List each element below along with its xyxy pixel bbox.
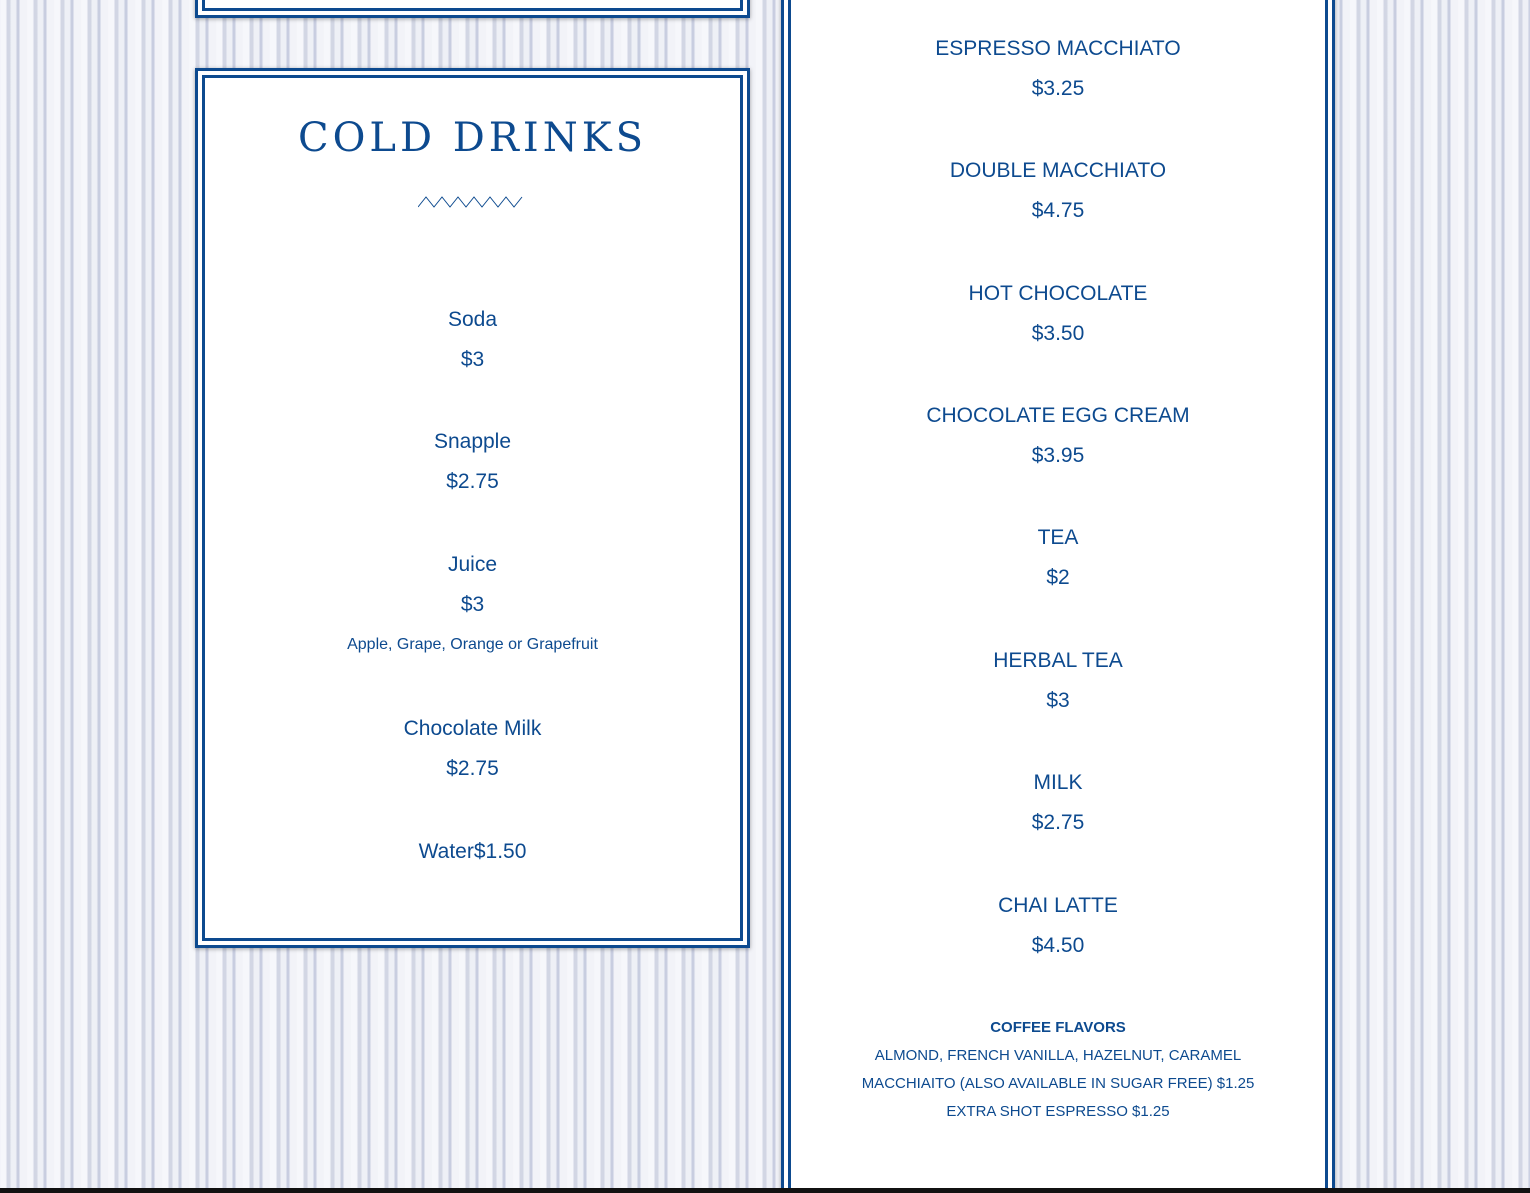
menu-item-tea	[784, 525, 1332, 591]
item-price: $3	[1046, 689, 1070, 712]
coffee-flavors-line: ALMOND, FRENCH VANILLA, HAZELNUT, CARAMEL	[874, 1047, 1242, 1064]
coffee-flavors-line: MACCHIAITO (ALSO AVAILABLE IN SUGAR FREE) $1.25	[861, 1075, 1255, 1092]
item-description: Apple, Grape, Orange or Grapefruit	[347, 636, 598, 653]
menu-item-milk	[784, 770, 1332, 836]
item-price: $4.75	[1031, 199, 1085, 222]
item-name: Juice	[447, 553, 498, 576]
item-name: MILK	[1033, 771, 1083, 794]
menu-item-hot-chocolate	[784, 281, 1332, 347]
coffee-flavors-title: COFFEE FLAVORS	[990, 1019, 1126, 1036]
hot-drinks-card	[781, 0, 1335, 1193]
item-price: $3.50	[1031, 322, 1085, 345]
menu-item-double-macchiato	[784, 158, 1332, 224]
item-price: $3.95	[1031, 444, 1085, 467]
menu-item-herbal-tea	[784, 648, 1332, 714]
item-name: Chocolate Milk	[403, 717, 542, 740]
menu-item-juice	[198, 552, 747, 656]
item-price: $2	[1046, 566, 1070, 589]
item-name: Soda	[447, 308, 498, 331]
item-name: ESPRESSO MACCHIATO	[935, 37, 1181, 60]
menu-item-water	[198, 839, 747, 865]
menu-item-soda	[198, 307, 747, 373]
item-name: HERBAL TEA	[993, 649, 1123, 672]
item-name: Water$1.50	[418, 840, 527, 863]
item-name: CHOCOLATE EGG CREAM	[926, 404, 1190, 427]
menu-item-chocolate-egg-cream	[784, 403, 1332, 469]
item-name: CHAI LATTE	[998, 894, 1118, 917]
menu-item-espresso-macchiato	[784, 36, 1332, 102]
item-price: $3.25	[1031, 77, 1085, 100]
item-price: $4.50	[1031, 934, 1085, 957]
item-name: Snapple	[433, 430, 512, 453]
item-name: HOT CHOCOLATE	[968, 282, 1148, 305]
menu-item-snapple	[198, 429, 747, 495]
cold-drinks-title: COLD DRINKS	[297, 115, 648, 161]
item-price: $2.75	[1031, 811, 1085, 834]
coffee-flavors-line: EXTRA SHOT ESPRESSO $1.25	[946, 1103, 1170, 1120]
menu-item-chai-latte	[784, 893, 1332, 959]
item-price: $3	[460, 348, 485, 371]
item-name: TEA	[1037, 526, 1079, 549]
item-name: DOUBLE MACCHIATO	[949, 159, 1167, 182]
zigzag-divider-icon	[418, 195, 523, 209]
bottom-edge-bar	[0, 1188, 1530, 1193]
item-price: $2.75	[446, 470, 499, 493]
item-price: $2.75	[446, 757, 499, 780]
previous-menu-card	[195, 0, 750, 18]
item-price: $3	[460, 593, 485, 616]
card-inner-border	[202, 0, 743, 11]
coffee-flavors-section	[784, 1014, 1332, 1126]
menu-item-chocolate-milk	[198, 716, 747, 782]
cold-drinks-card	[195, 68, 750, 948]
